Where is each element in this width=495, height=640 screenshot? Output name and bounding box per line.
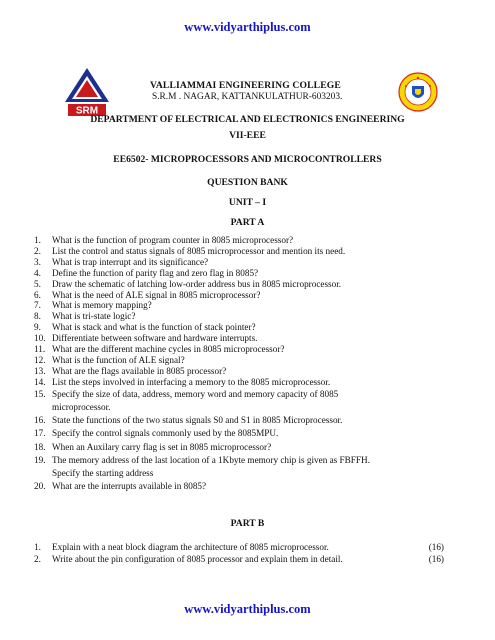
question-item bbox=[34, 441, 444, 454]
document-title: QUESTION BANK bbox=[207, 177, 288, 188]
question-item bbox=[34, 454, 444, 480]
question-item bbox=[34, 300, 444, 311]
question-item bbox=[34, 268, 444, 279]
question-text: What is the function of program counter in 8085 microprocessor? bbox=[52, 235, 294, 245]
question-item bbox=[34, 355, 444, 366]
question-item bbox=[34, 541, 444, 553]
question-text: State the functions of the two status signals S0 and S1 in 8085 Microprocessor. bbox=[52, 415, 343, 426]
question-text: Explain with a neat block diagram the architecture of 8085 microprocessor. bbox=[52, 542, 329, 552]
question-number: 17. bbox=[34, 428, 46, 439]
question-text: What are the interrupts available in 8085? bbox=[52, 481, 207, 492]
question-text: Write about the pin configuration of 8085 processor and explain them in detail. bbox=[52, 554, 343, 565]
question-number: 15. bbox=[34, 388, 46, 399]
footer-url[interactable]: www.vidyarthiplus.com bbox=[184, 602, 311, 616]
question-number: 20. bbox=[34, 481, 46, 492]
question-text: What are the different machine cycles in 8085 microprocessor? bbox=[52, 344, 285, 355]
subject-heading: EE6502- MICROPROCESSORS AND MICROCONTROLLERS bbox=[113, 154, 382, 165]
question-text: What is stack and what is the function of stack pointer? bbox=[52, 322, 256, 333]
question-text: Specify the control signals commonly used by the 8085MPU. bbox=[52, 428, 279, 439]
question-number: 10. bbox=[34, 333, 46, 344]
question-text: List the control and status signals of 8085 microprocessor and mention its need. bbox=[52, 245, 346, 256]
question-number: 18. bbox=[34, 441, 46, 452]
question-number: 1. bbox=[34, 235, 41, 245]
question-item bbox=[34, 480, 444, 493]
question-number: 9. bbox=[34, 322, 41, 333]
question-item bbox=[34, 290, 444, 301]
college-name: VALLIAMMAI ENGINEERING COLLEGE bbox=[150, 80, 341, 91]
question-text: What are the flags available in 8085 processor? bbox=[52, 365, 227, 376]
question-text: Specify the size of data, address, memory word and memory capacity of 8085 bbox=[52, 388, 339, 399]
srm-logo bbox=[62, 66, 112, 118]
question-item bbox=[34, 333, 444, 344]
question-number: 16. bbox=[34, 415, 46, 426]
question-item bbox=[34, 257, 444, 268]
question-number: 4. bbox=[34, 267, 41, 278]
question-text: When an Auxilary carry flag is set in 8085 microprocessor? bbox=[52, 441, 272, 452]
question-number: 2. bbox=[34, 245, 41, 256]
unit-heading: UNIT – I bbox=[228, 197, 267, 208]
question-text-continuation: Specify the starting address bbox=[52, 467, 154, 478]
college-seal-logo bbox=[398, 72, 438, 112]
part-a-question-list bbox=[34, 235, 444, 493]
question-text: What is the function of ALE signal? bbox=[52, 354, 185, 365]
part-b-question-list bbox=[34, 541, 444, 566]
header-url[interactable]: www.vidyarthiplus.com bbox=[184, 20, 311, 34]
question-item bbox=[34, 427, 444, 440]
part-b-heading: PART B bbox=[230, 518, 265, 529]
question-item bbox=[34, 344, 444, 355]
question-item bbox=[34, 322, 444, 333]
question-item bbox=[34, 246, 444, 257]
question-text-continuation: microprocessor. bbox=[52, 401, 111, 412]
part-a-heading: PART A bbox=[230, 217, 265, 228]
question-number: 5. bbox=[34, 278, 41, 289]
question-number: 11. bbox=[34, 344, 46, 355]
question-number: 6. bbox=[34, 289, 41, 300]
question-item bbox=[34, 311, 444, 322]
svg-text:SRM: SRM bbox=[75, 105, 99, 117]
question-text: What is trap interrupt and its significance? bbox=[52, 256, 209, 267]
semester-heading: VII-EEE bbox=[229, 130, 266, 141]
question-number: 13. bbox=[34, 365, 46, 376]
question-text: What is memory mapping? bbox=[52, 300, 152, 311]
question-item bbox=[34, 388, 444, 414]
question-text: Differentiate between software and hardware interrupts. bbox=[52, 333, 258, 344]
question-item bbox=[34, 377, 444, 388]
question-number: 2. bbox=[34, 554, 41, 565]
question-number: 1. bbox=[34, 542, 41, 552]
college-address: S.R.M . NAGAR, KATTANKULATHUR-603203. bbox=[152, 92, 343, 102]
question-text: The memory address of the last location of a 1Kbyte memory chip is given as FBFFH. bbox=[52, 454, 370, 465]
question-text: What is tri-state logic? bbox=[52, 311, 136, 322]
question-text: Define the function of parity flag and zero flag in 8085? bbox=[52, 267, 259, 278]
question-text: What is the need of ALE signal in 8085 microprocessor? bbox=[52, 289, 261, 300]
question-item bbox=[34, 235, 444, 246]
question-item bbox=[34, 414, 444, 427]
question-number: 7. bbox=[34, 300, 41, 311]
question-number: 19. bbox=[34, 454, 46, 465]
question-item bbox=[34, 553, 444, 565]
question-number: 14. bbox=[34, 376, 46, 387]
question-text: List the steps involved in interfacing a memory to the 8085 microprocessor. bbox=[52, 376, 331, 387]
question-number: 8. bbox=[34, 311, 41, 322]
question-item bbox=[34, 366, 444, 377]
question-item bbox=[34, 279, 444, 290]
question-marks: (16) bbox=[428, 554, 444, 565]
question-number: 3. bbox=[34, 256, 41, 267]
question-number: 12. bbox=[34, 354, 46, 365]
department-heading: DEPARTMENT OF ELECTRICAL AND ELECTRONICS ENGINEERING bbox=[90, 114, 405, 125]
question-text: Draw the schematic of latching low-order address bus in 8085 microprocessor. bbox=[52, 278, 342, 289]
question-marks: (16) bbox=[428, 542, 444, 552]
